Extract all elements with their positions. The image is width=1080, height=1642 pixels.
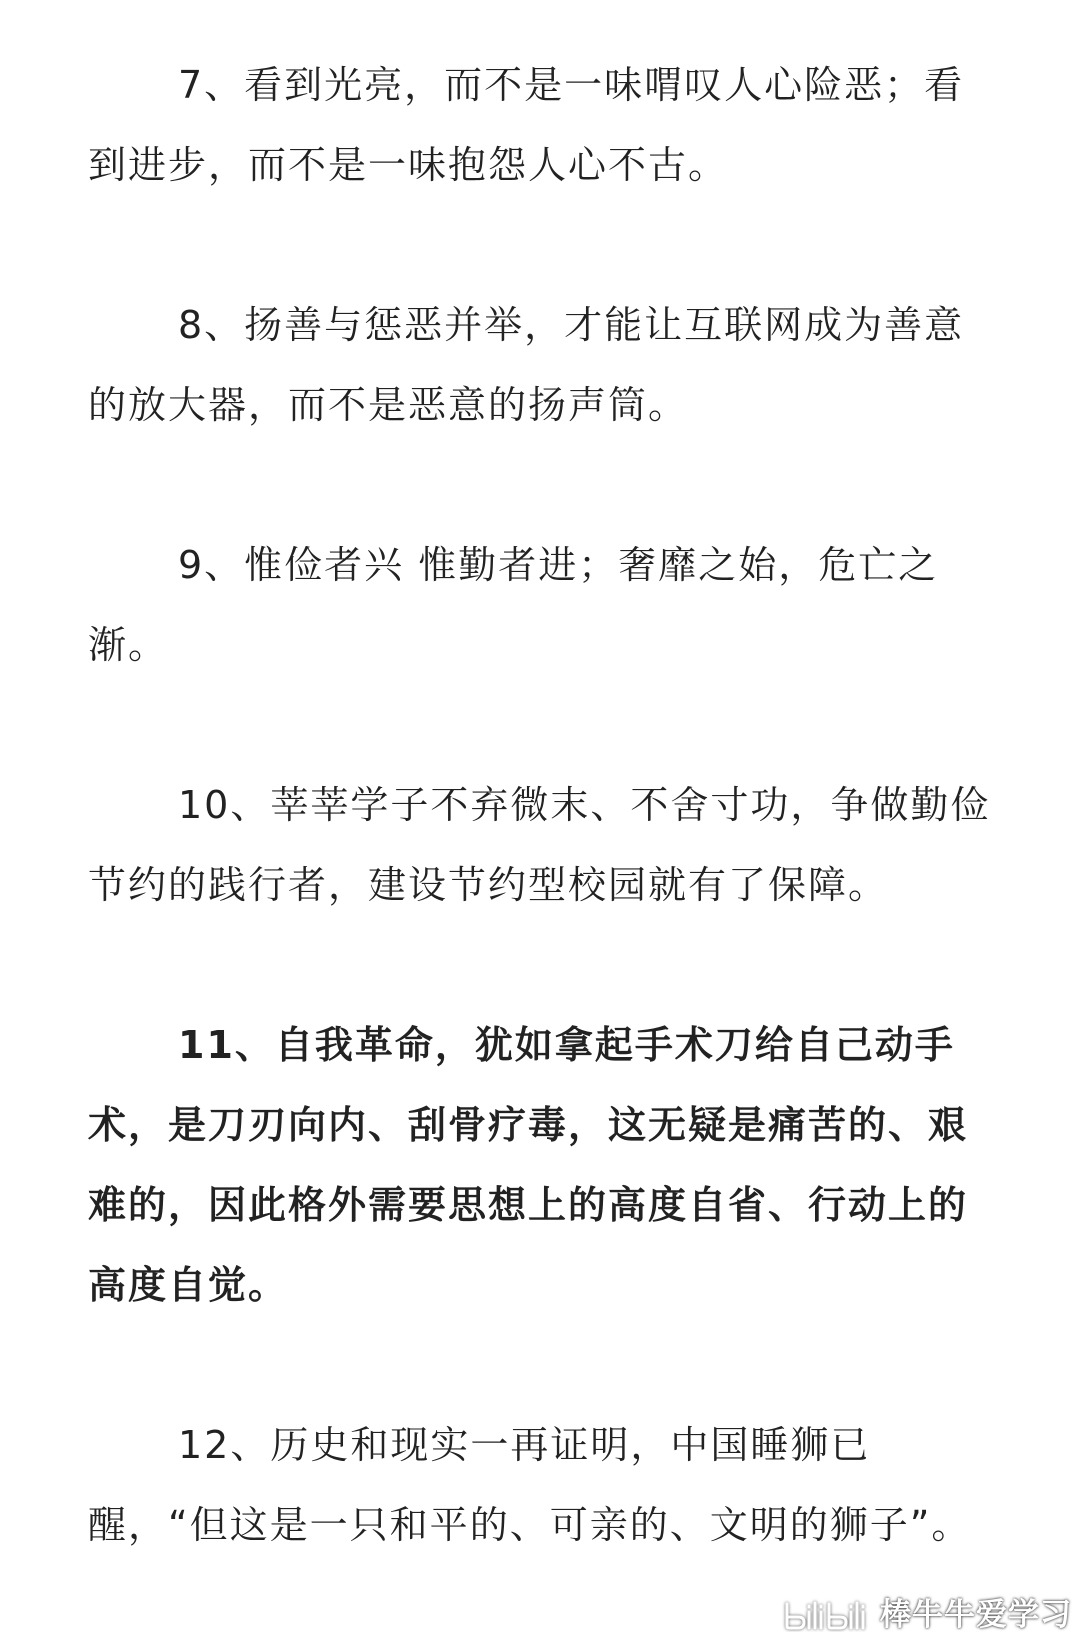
paragraph-9: 9、惟俭者兴 惟勤者进；奢靡之始，危亡之渐。 <box>88 543 939 667</box>
paragraph-11: 11、自我革命，犹如拿起手术刀给自己动手术，是刀刃向内、刮骨疗毒，这无疑是痛苦的、艰难的，因此格外需要思想上的高度自省、行动上的高度自觉。 <box>88 1023 969 1307</box>
bilibili-logo-icon <box>782 1598 874 1632</box>
paragraph-10: 10、莘莘学子不弃微末、不舍寸功，争做勤俭节约的践行者，建设节约型校园就有了保障。 <box>88 783 991 907</box>
paragraph-12: 12、历史和现实一再证明，中国睡狮已醒，“但这是一只和平的、可亲的、文明的狮子”。 <box>88 1423 972 1547</box>
paragraph-8: 8、扬善与惩恶并举，才能让互联网成为善意的放大器，而不是恶意的扬声筒。 <box>88 303 965 427</box>
watermark <box>782 1594 1072 1636</box>
paragraph-7: 7、看到光亮，而不是一味喟叹人心险恶；看到进步，而不是一味抱怨人心不古。 <box>88 63 965 187</box>
watermark-text: 棒牛牛爱学习 <box>880 1597 1072 1633</box>
